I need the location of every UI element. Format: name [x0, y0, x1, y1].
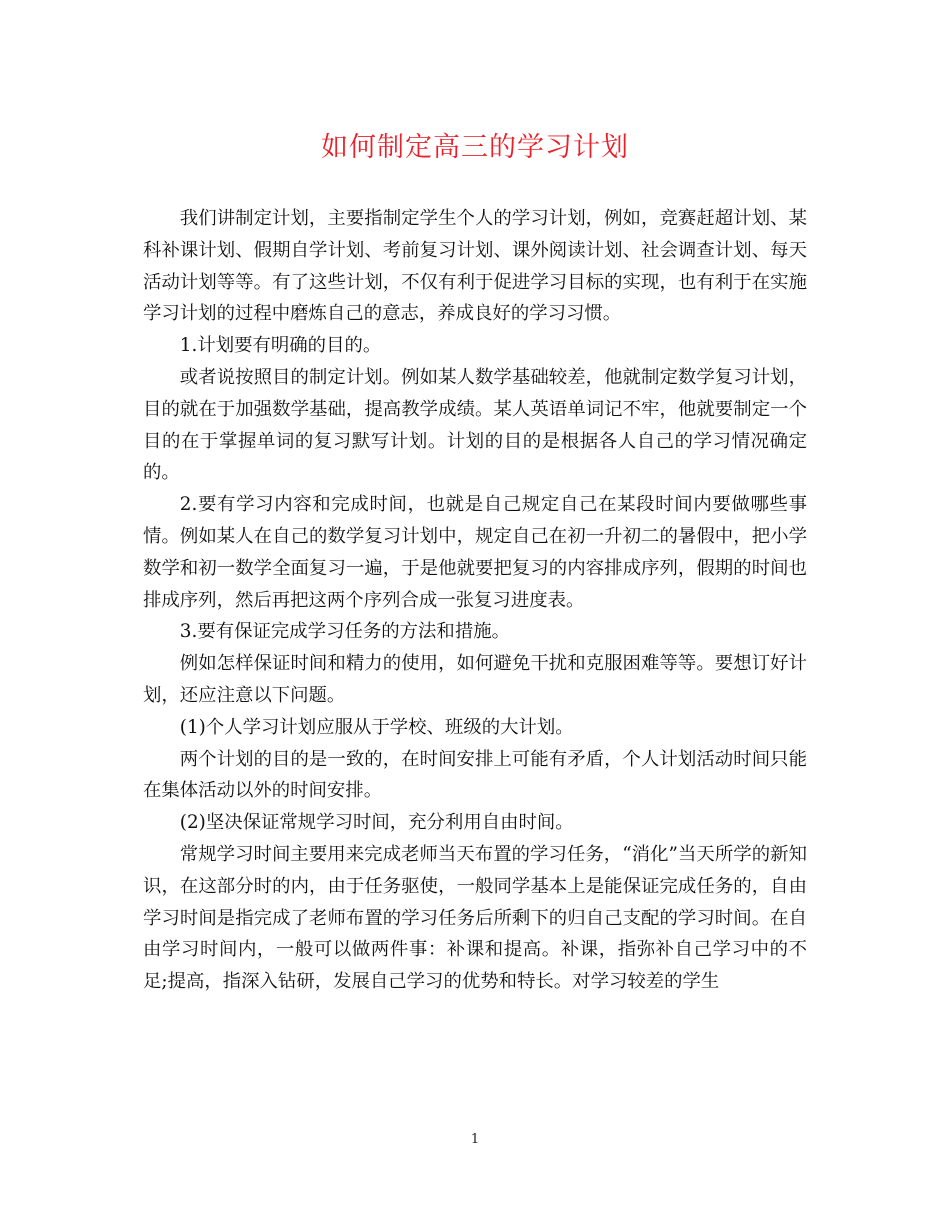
paragraph-subpoint-2-body: 常规学习时间主要用来完成老师当天布置的学习任务，“消化”当天所学的新知识，在这部分时的内，由于任务驱使，一般同学基本上是能保证完成任务的，自由学习时间是指完成了老师布置的学习任务后所剩下的归自己支配的学习时间。在自由学习时间内，一般可以做两件事：补课和提高。补课，指弥补自己学习中的不足;提高，指深入钻研，发展自己学习的优势和特长。对学习较差的学生 — [143, 843, 807, 993]
paragraph-subpoint-1-heading: (1)个人学习计划应服从于学校、班级的大计划。 — [179, 716, 574, 738]
paragraph-point-3-body: 例如怎样保证时间和精力的使用，如何避免干扰和克服困难等等。要想订好计划，还应注意以下问题。 — [143, 653, 807, 706]
paragraph-point-1-body: 或者说按照目的制定计划。例如某人数学基础较差，他就制定数学复习计划，目的就在于加强数学基础，提高教学成绩。某人英语单词记不牢，他就要制定一个目的在于掌握单词的复习默写计划。计划的目的是根据各人自己的学习情况确定的。 — [143, 366, 807, 484]
paragraph-point-3-heading: 3.要有保证完成学习任务的方法和措施。 — [179, 621, 510, 643]
paragraph-subpoint-2-heading: (2)坚决保证常规学习时间，充分利用自由时间。 — [179, 812, 574, 834]
document-title: 如何制定高三的学习计划 — [321, 132, 629, 163]
paragraph-point-2: 2.要有学习内容和完成时间，也就是自己规定自己在某段时间内要做哪些事情。例如某人在自己的数学复习计划中，规定自己在初一升初二的暑假中，把小学数学和初一数学全面复习一遍，于是他就要把复习的内容排成序列，假期的时间也排成序列，然后再把这两个序列合成一张复习进度表。 — [143, 494, 807, 611]
paragraph-point-1-heading: 1.计划要有明确的目的。 — [179, 335, 382, 357]
paragraph-intro: 我们讲制定计划，主要指制定学生个人的学习计划，例如，竞赛赶超计划、某科补课计划、假期自学计划、考前复习计划、课外阅读计划、社会调查计划、每天活动计划等等。有了这些计划，不仅有利于促进学习目标的实现，也有利于在实施学习计划的过程中磨炼自己的意志，养成良好的学习习惯。 — [143, 208, 807, 325]
document-body — [143, 203, 807, 998]
paragraph-subpoint-1-body: 两个计划的目的是一致的，在时间安排上可能有矛盾，个人计划活动时间只能在集体活动以外的时间安排。 — [143, 748, 807, 802]
page-number: 1 — [470, 1132, 480, 1147]
